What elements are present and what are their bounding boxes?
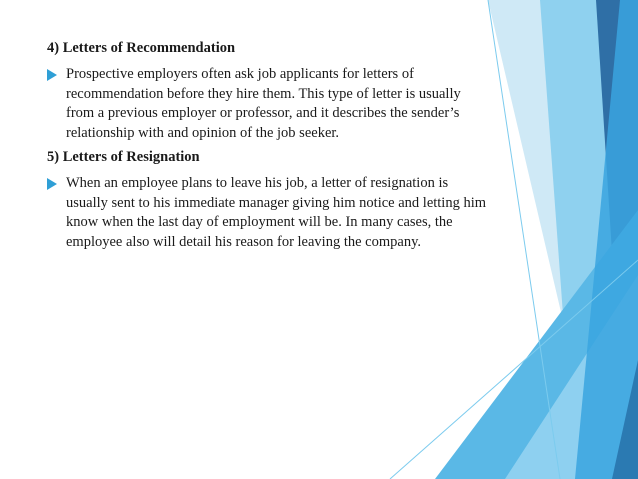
section-heading-recommendation: 4) Letters of Recommendation [47, 40, 236, 56]
bullet-text-recommendation: Prospective employers often ask job applicants for letters of recommendation before they hire them. This type of letter is usually from a previous employer or professor, and it describes the sender’s relationship with and opinion of the job seeker. [66, 66, 461, 141]
bullet-resignation [47, 174, 487, 252]
right-triangle-icon [47, 69, 57, 81]
section-heading-resignation: 5) Letters of Resignation [47, 149, 200, 165]
slide-content [47, 38, 487, 252]
bullet-text-resignation: When an employee plans to leave his job, a letter of resignation is usually sent to his immediate manager giving him notice and letting him know when the last day of employment will be. In many cases, the employee also will detail his reason for leaving the company. [66, 175, 487, 250]
bullet-recommendation [47, 65, 487, 143]
right-triangle-icon [47, 178, 57, 190]
